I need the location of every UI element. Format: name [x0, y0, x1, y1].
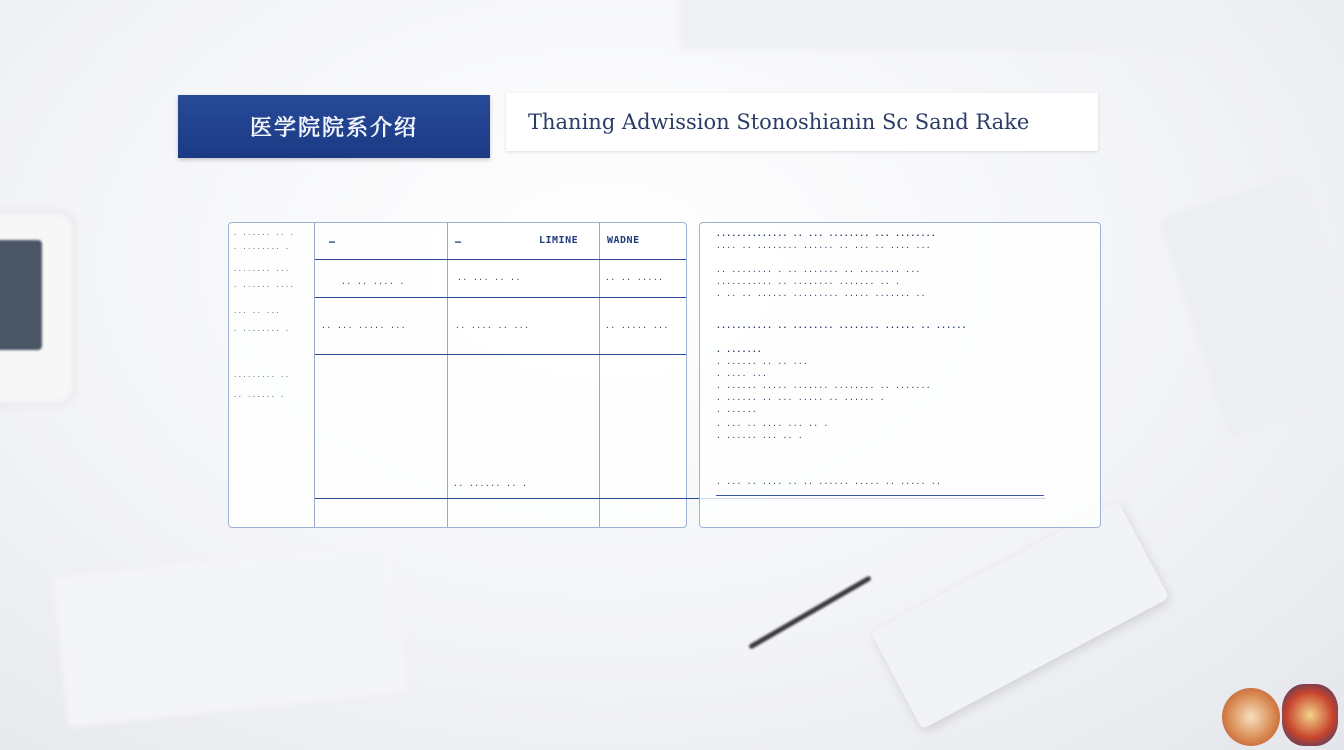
table-col-divider — [447, 223, 448, 527]
side-list-item: ·· ······ · — [233, 393, 285, 401]
background-device-screen — [0, 240, 42, 350]
side-list-item: ········· ·· — [233, 373, 290, 381]
table-row-divider — [315, 259, 686, 260]
text-underline — [716, 495, 1044, 496]
background-card — [53, 543, 407, 728]
table-col-divider — [314, 223, 315, 527]
text-line: ··········· ·· ········ ······· ·· · — [716, 279, 901, 288]
side-list-item: · ········ · — [233, 245, 290, 253]
table-header: WADNE — [607, 235, 640, 246]
list-item: · ···· ··· — [716, 371, 768, 380]
chinese-title: 医学院院系介绍 — [249, 116, 418, 141]
table-row-divider — [315, 297, 686, 298]
emblem-seal-icon — [1222, 688, 1280, 746]
table-col-divider — [599, 223, 600, 527]
list-item: · ······ ·· ·· ··· — [716, 359, 809, 368]
text-line: ···· ·· ········ ······ ·· ··· ·· ···· ··· — [716, 243, 931, 252]
section-line: ··········· ·· ········ ········ ······ ·· ······ — [716, 323, 967, 332]
background-paper — [680, 0, 1200, 50]
table-cell: ·· ··· ·· ·· — [457, 275, 521, 284]
background-pen — [748, 575, 872, 649]
side-list-item: · ········ · — [233, 327, 290, 335]
list-item: · ······ ····· ······· ········ ·· ······· — [716, 383, 931, 392]
right-text-panel — [699, 222, 1101, 528]
list-item: · ··· ·· ···· ··· ·· · — [716, 421, 829, 430]
list-item: · ······ ·· ··· ····· ·· ······ · — [716, 395, 885, 404]
list-item: · ······· — [716, 347, 763, 356]
table-header: … — [329, 235, 336, 246]
text-line: ·· ········ · ·· ······· ·· ········ ··· — [716, 267, 921, 276]
table-cell: ·· ·· ···· · — [341, 279, 405, 288]
background-box — [871, 501, 1170, 730]
side-list-item: · ······ ·· · — [233, 231, 295, 239]
list-item: · ······ ··· ·· · — [716, 433, 803, 442]
left-table-panel — [228, 222, 687, 528]
side-list-item: · ······ ···· — [233, 283, 295, 291]
table-cell: ·· ·· ····· — [605, 275, 664, 284]
table-row-divider — [315, 354, 686, 355]
table-cell: ·· ···· ·· ··· — [455, 323, 530, 332]
table-header: … — [455, 235, 462, 246]
table-cell: ·· ······ ·· · — [453, 481, 528, 490]
emblem-crest-icon — [1282, 684, 1338, 746]
english-title: Thaning Adwission Stonoshianin Sc Sand Rake — [528, 110, 1030, 134]
text-line: ·············· ·· ··· ········ ··· ········ — [716, 231, 937, 240]
side-list-item: ··· ·· ··· — [233, 309, 281, 317]
side-list-item: ········ ··· — [233, 267, 290, 275]
text-line: · ·· ·· ······ ········· ····· ······· ·· — [716, 291, 926, 300]
list-item: · ······ — [716, 407, 757, 416]
chinese-title-banner — [178, 95, 490, 158]
table-cell: ·· ····· ··· — [605, 323, 669, 332]
table-header: LIMINE — [539, 235, 579, 246]
english-title-banner — [506, 93, 1098, 151]
background-object — [1158, 172, 1344, 437]
data-table — [229, 223, 686, 527]
list-item: · ··· ·· ···· ·· ·· ······ ····· ·· ····· ·· — [716, 479, 942, 488]
table-cell: ·· ··· ····· ··· — [321, 323, 407, 332]
